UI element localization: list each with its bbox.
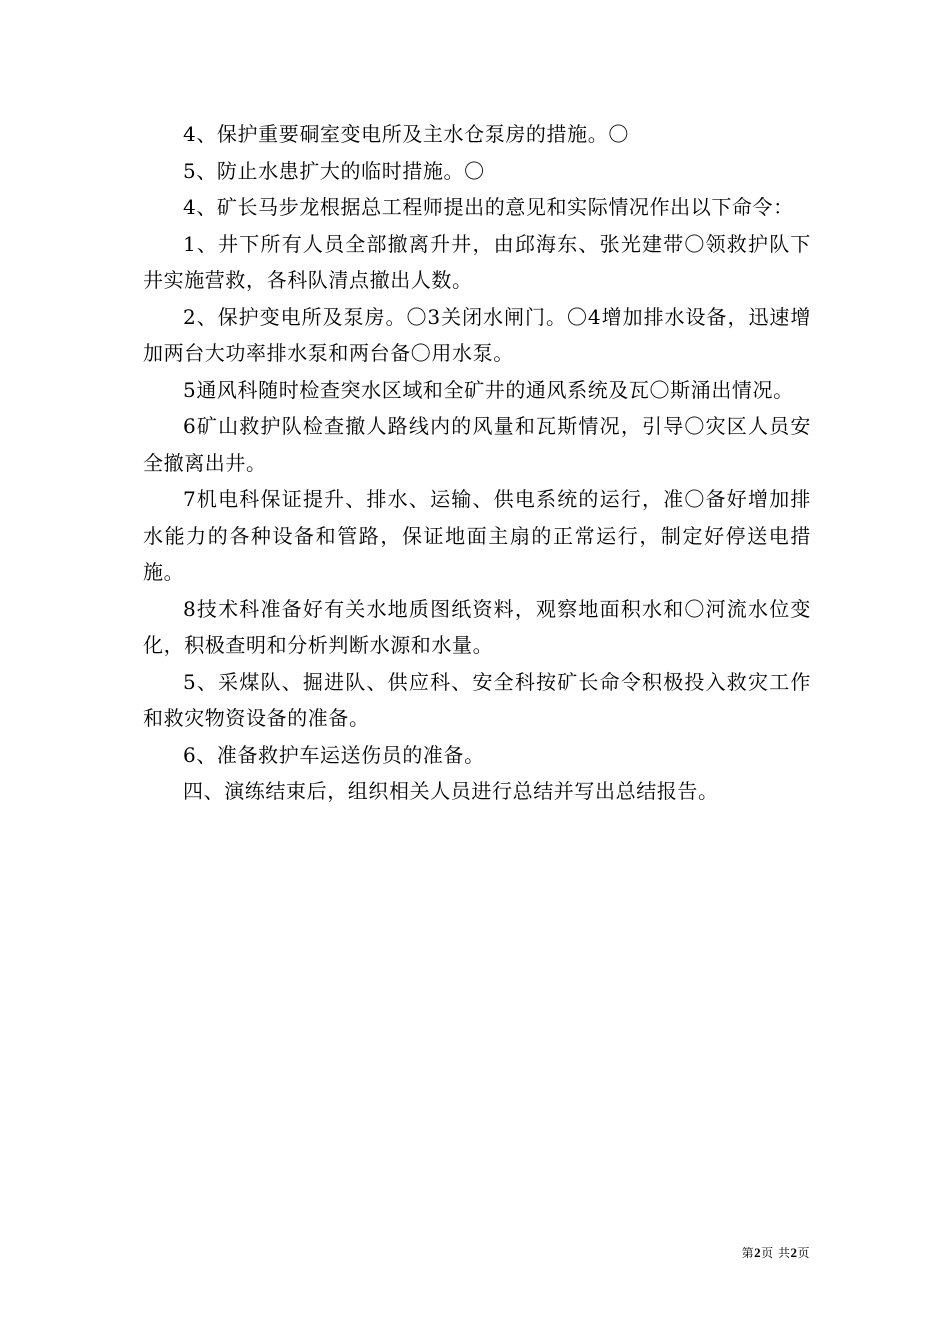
paragraph: 1、井下所有人员全部撤离升井，由邱海东、张光建带〇领救护队下井实施营救，各科队清点撤出人数。	[143, 231, 811, 292]
footer-middle: 页 共	[761, 1246, 791, 1260]
paragraph: 6矿山救护队检查撤人路线内的风量和瓦斯情况，引导〇灾区人员安全撤离出井。	[143, 414, 811, 475]
paragraph: 6、准备救护车运送伤员的准备。	[183, 742, 485, 767]
paragraph: 4、保护重要硐室变电所及主水仓泵房的措施。〇	[183, 122, 629, 146]
footer-prefix: 第	[741, 1246, 755, 1260]
paragraph: 5、防止水患扩大的临时措施。〇	[183, 158, 485, 183]
paragraph: 7机电科保证提升、排水、运输、供电系统的运行，准〇备好增加排水能力的各种设备和管路，保证地面主扇的正常运行，制定好停送电措施。	[143, 487, 811, 584]
paragraph: 5、采煤队、掘进队、供应科、安全科按矿长命令积极投入救灾工作和救灾物资设备的准备。	[143, 669, 811, 730]
footer-suffix: 页	[797, 1246, 810, 1260]
total-pages-number: 2	[790, 1245, 798, 1260]
page-number-footer	[742, 1245, 810, 1261]
paragraph: 8技术科准备好有关水地质图纸资料，观察地面积水和〇河流水位变化，积极查明和分析判断水源和水量。	[143, 596, 811, 657]
paragraph: 四、演练结束后，组织相关人员进行总结并写出总结报告。	[183, 779, 719, 803]
current-page-number: 2	[754, 1245, 762, 1260]
paragraph: 5通风科随时检查突水区域和全矿井的通风系统及瓦〇斯涌出情况。	[183, 377, 794, 402]
paragraph: 4、矿长马步龙根据总工程师提出的意见和实际情况作出以下命令：	[183, 195, 794, 219]
document-body	[143, 116, 811, 810]
paragraph: 2、保护变电所及泵房。〇3关闭水闸门。〇4增加排水设备，迅速增加两台大功率排水泵和两台备〇用水泵。	[143, 304, 811, 365]
